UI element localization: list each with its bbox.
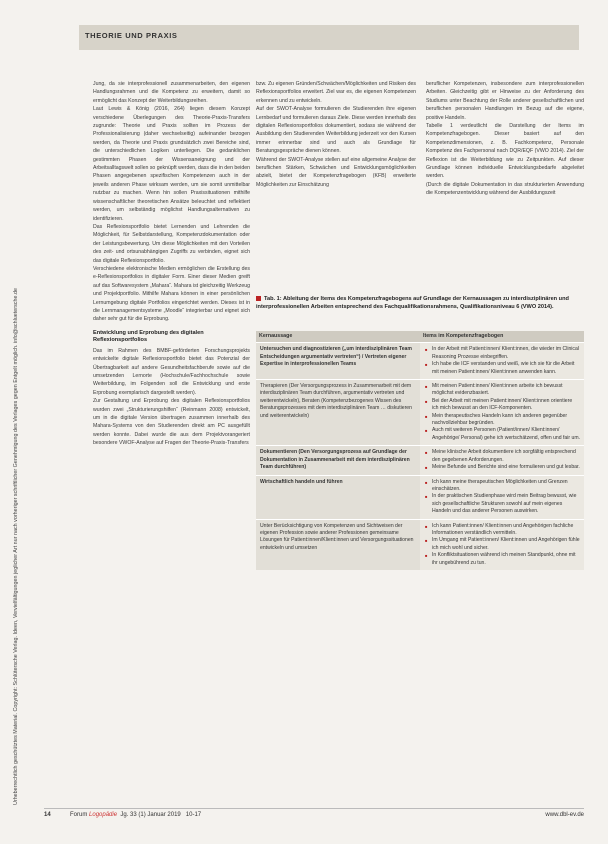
table-header-row [256, 331, 584, 343]
list-item: ■ Mit meinen Patient:innen/ Klient:innen arbeite ich bewusst möglichst evidenzbasiert. [432, 383, 580, 398]
copyright-text: Urheberrechtlich geschütztes Material. Copyright: Schlütersche Verlag. Ideen, Vervielfältigungen jeglicher Art nur nach vorheriger schriftlicher Genehmigung des Verlages gegen Entgelt möglich. info@schluetersche.de [13, 288, 19, 805]
table-caption-text: Tab. 1: Ableitung der Items des Kompetenzfragebogens auf Grundlage der Kernaussagen zu interdisziplinären und interprofessionellen Arbeiten entsprechend des Fachqualifikationsrahmens, Qualifikationsniveau 6 (VWO 2014). [256, 296, 569, 310]
paragraph: bzw. Zu eigenen Gründen/Schwächen/Möglichkeiten und Risiken des Reflexionsportfolios erweitert. Ziel war es, die eigenen Kompetenzen erkennen und zu entwickeln. [256, 81, 416, 104]
journal-issue: Jg. 33 (1) Januar 2019 [120, 812, 181, 818]
journal-citation [70, 812, 201, 818]
table-cell-items [420, 380, 584, 446]
paragraph: Auf der SWOT-Analyse formulieren die Studierenden ihre eigenen Lernbedarf und formulieren daraus Ziele. Diese werden innerhalb des digitalen Reflexionsportfolios dokumentiert, sodass sie während der Ausbildung den Studierenden Weiterbildung jederzeit vor den Kursen immer erinnerbar sind und auch als Grundlage für Beratungsgespräche dienen können. [256, 106, 416, 155]
text-column-3 [426, 80, 584, 295]
paragraph: Jung, da sie interprofessionell zusammenarbeiten, den eigenen Handlungsrahmen und die Kompetenz zu erweitern, damit so ermöglicht das Konzept der Weiterbildungsreihen. [93, 81, 250, 104]
table-cell-items [420, 446, 584, 475]
table-row [256, 475, 584, 519]
list-item: ■ Bei der Arbeit mit meinen Patient:innen/ Klient:innen orientiere ich mich bewusst an den ICF-Komponenten. [432, 398, 580, 413]
list-item: ■ Meine Befunde und Berichte sind eine formulieren und gut lesbar. [432, 464, 580, 471]
item-list [424, 449, 580, 471]
list-item: ■ Im Umgang mit Patient:innen/ Klient:innen und Angehörigen fühle ich mich wohl und sicher. [432, 537, 580, 552]
table-header-kernaussage: Kernaussage [256, 331, 420, 343]
list-item: ■ Ich habe die ICF verstanden und weiß, wie ich sie für die Arbeit mit meinen Patient:innen/ Klient:innen anwenden kann. [432, 361, 580, 376]
footer-divider [44, 808, 584, 809]
paragraph: Während der SWOT-Analyse stellen auf eine allgemeine Analyse der beruflichen Stärken, Schwächen und Entwicklungsmöglichkeiten abzielt, bietet der Kompetenzfragebogen (KFB) erweiterte Möglichkeiten zur Einschätzung [256, 156, 416, 188]
website-link[interactable]: www.dbl-ev.de [545, 812, 584, 818]
table-caption [256, 296, 584, 311]
list-item: ■ Auch mit weiteren Personen (Patient/innen/ Klient:innen/ Angehörige/ Personal) gehe ich wertschätzend, offen und fair um. [432, 427, 580, 442]
paragraph: Zur Gestaltung und Erprobung des digitalen Reflexionsportfolios wurden zwei „Strukturierungshilfen“ (Reinmann 2008) entwickelt, um in die digitale Version übertragen zusammen innerhalb des Mahara-Systems von den Studierenden direkt am PC ausgefüllt werden konnte. Dabei wurde die aus dem Projektvorangeriert besondere VWOF-Analyse auf Fragen der Theorie-Praxis-Transfers [93, 398, 250, 447]
journal-prefix: Forum [70, 812, 88, 818]
table-cell-kernaussage: Wirtschaftlich handeln und führen [256, 475, 420, 519]
text-column-2 [256, 80, 416, 295]
paragraph: Verschiedene elektronische Medien ermöglichen die Erstellung des e-Reflexionsportfolios in digitaler Form. Einer dieser Medien greift auf das Softwaresystem „Mahara“. Mahara ist gleichzeitig Werkzeug und Projektportfolio. Mithilfe Mahara können in einer persönlichen Lernumgebung digitale Portfolios eingerichtet werden. Dieses ist in die Lernmanagementsysteme „Moodle“ integrierbar und eignet sich daher sehr gut für die Erprobung. [93, 265, 250, 323]
journal-pages: 10-17 [185, 812, 202, 818]
copyright-side-note [3, 60, 19, 805]
paragraph: (Durch die digitale Dokumentation in das strukturierten Anwendung die Kompetenzentwicklung während der Ausbildungszeit [426, 181, 584, 197]
table-cell-items [420, 519, 584, 570]
text-column-1 [93, 80, 250, 780]
paragraph: Tabelle 1 verdeutlicht die Darstellung der Items im Kompetenzfragebogen. Dieser basiert auf den Kompetenzdimensionen, z. B. Fachkompetenz, Personale Kompetenz des Fachpersonal nach DQR/EQF (VWO 2014). Ziel der Reflexion ist die Weiterbildung wie zu Zeitpunkten. Auf dieser Grundlage können individuelle Entwicklungsbedarfe abgeleitet werden. [426, 123, 584, 180]
list-item: ■ Ich kann meine therapeutischen Möglichkeiten und Grenzen einschätzen. [432, 479, 580, 494]
table-header-items: Items im Kompetenzfragebogen [420, 331, 584, 343]
table-cell-items [420, 475, 584, 519]
list-item: ■ Mein therapeutisches Handeln kann ich anderen gegenüber nachvollziehbar begründen. [432, 413, 580, 428]
item-list [424, 523, 580, 567]
table-row [256, 380, 584, 446]
table-row [256, 343, 584, 380]
section-header [79, 25, 579, 50]
paragraph: Laut Lewis & König (2016, 264) liegen diesem Konzept verschiedene Überlegungen des Theorie-Praxis-Transfers zugrunde: Theorie und Praxis sollten im Prozess der Professionalisierung (daher wechselseitig) aufeinander bezogen werden, da Theorie und Praxis grundsätzlich zwei Bereiche sind, die unterschiedlichen Logiken unterliegen. Die gedanklichen gestimmten Phasen der Wissensaneignung und der Arbeitsalltagswelt sollen so geknüpft werden, dass die in den beiden Phasen angegebenen spezifischen Kompetenzen auch in der jeweils anderen Phase wirksam werden, um sie somit unmittelbar nutzbar zu machen. Wenn hin sollen Praxissituationen mithilfe wissenschaftlicher theoretischen Ansätze beleuchtet und reflektiert werden, um selbständig möglichst Handlungsalternativen zu identifizieren. [93, 106, 250, 222]
paragraph: Das im Rahmen des BMBF-geförderten Forschungsprojekts entwickelte digitale Reflexionsportfolio bietet das Potenzial der Übertragbarkeit auf andere Gesundheitsfachberufe sowie auf die umsetzenden Lernorte (Hochschule/Fachhochschule sowie Weiterbildung, im Folgenden soll die Entwicklung und erste Erprobung exemplarisch dargestellt werden). [93, 347, 250, 396]
table-row [256, 446, 584, 475]
list-item: ■ In der Arbeit mit Patient:innen/ Klient:innen, die wieder im Clinical Reasoning Prozesse einbegriffen. [432, 346, 580, 361]
list-item: ■ In der praktischen Studienphase wird mein Beitrag bewusst, wie sich gesellschaftliche Strukturen sowohl auf mein eigenes Handeln und das anderer Personen auswirken. [432, 493, 580, 515]
paragraph: beruflicher Kompetenzen, insbesondere zum interprofessionellen Arbeiten. Gleichzeitig gibt er Hinweise zu der Anforderung des Studiums unter Beachtung der Rolle anderer gesellschaftlichen und beruflichen personalen Handlungen im Bezug auf die eigene, positive Handeln. [426, 81, 584, 121]
table-cell-kernaussage: Unter Berücksichtigung von Kompetenzen und Sichtweisen der eigenen Profession sowie anderer Professionen gemeinsame Lösungen für Patient:innen/Klient:innen und Versorgungssituationen entwickeln und umsetzen [256, 519, 420, 570]
subheading: Entwicklung und Erprobung des digitalen Reflexionsportfolios [93, 329, 204, 344]
red-square-icon [256, 296, 261, 301]
item-list [424, 479, 580, 516]
list-item: ■ Meine klinische Arbeit dokumentiere ich sorgfältig entsprechend den gegebenen Anforderungen. [432, 449, 580, 464]
table-cell-items [420, 343, 584, 380]
competence-table [256, 331, 584, 570]
item-list [424, 383, 580, 442]
page-number: 14 [44, 812, 51, 818]
table-cell-kernaussage: Therapieren (Der Versorgungsprozess in Zusammenarbeit mit dem interdisziplinären Team durchführen, argumentativ vertreten und weiterentwickeln), Beraten (Kompetenzbezogenes Wissen des Beratungsprozesses mit dem interdisziplinären Team … diskutieren und weiterentwickeln) [256, 380, 420, 446]
item-list [424, 346, 580, 376]
table-row [256, 519, 584, 570]
table-cell-kernaussage: Dokumentieren (Den Versorgungsprozess auf Grundlage der Dokumentation in Zusammenarbeit mit dem interdisziplinären Team durchführen) [256, 446, 420, 475]
table-cell-kernaussage: Untersuchen und diagnostizieren („um interdisziplinären Team Entscheidungen argumentativ vertreten“) / Vertreten eigener Expertise in interprofessionellen Teams [256, 343, 420, 380]
section-title: THEORIE UND PRAXIS [85, 31, 178, 40]
list-item: ■ In Konfliktsituationen während ich meinen Standpunkt, ohne mit ihr ungebührend zu tun. [432, 552, 580, 567]
journal-brand: Logopädie [89, 812, 118, 818]
list-item: ■ Ich kann Patient:innen/ Klient:innen und Angehörigen fachliche Informationen verständlich vermitteln. [432, 523, 580, 538]
paragraph: Das Reflexionsportfolio bietet Lernenden und Lehrenden die Möglichkeit, für Selbstdarstellung, Kompetenzdokumentation oder der Leistungsbewertung. Um diese Möglichkeiten mit den Vorteilen des zeit- und ortsunabhängigen Zugriffs zu verbinden, eignet sich das digitale Reflexionsportfolio. [93, 223, 250, 264]
